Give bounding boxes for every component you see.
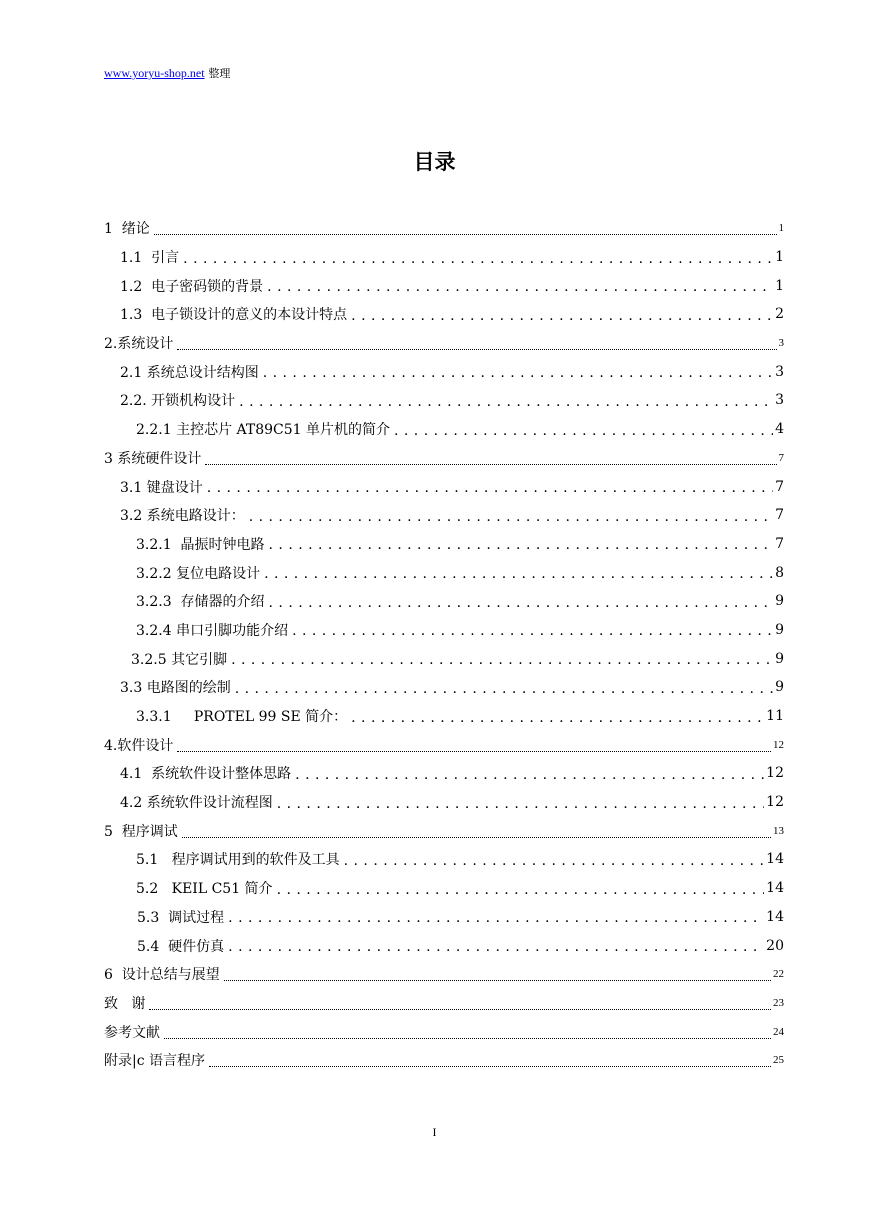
toc-leader-dots [149, 1008, 771, 1010]
toc-leader-dots [209, 1065, 771, 1067]
toc-entry-label: 4.2 系统软件设计流程图 [120, 795, 273, 812]
toc-entry[interactable] [104, 616, 784, 645]
toc-leader-dots [295, 764, 764, 783]
toc-leader-dots [277, 793, 764, 812]
toc-entry-page: 4 [775, 421, 784, 438]
toc-leader-dots [205, 463, 776, 465]
table-of-contents [104, 214, 784, 1075]
toc-entry-label: 3.2.2 复位电路设计 [136, 565, 261, 582]
toc-entry[interactable] [104, 214, 784, 243]
toc-entry-label: 1.1 引言 [120, 250, 180, 267]
toc-leader-dots [231, 649, 773, 668]
toc-entry-label: 2.2. 开锁机构设计 [120, 393, 236, 410]
toc-leader-dots [263, 362, 773, 381]
toc-leader-dots [177, 750, 771, 752]
toc-entry-page: 7 [775, 507, 784, 524]
toc-entry-label: 2.1 系统总设计结构图 [120, 364, 259, 381]
toc-entry[interactable] [104, 530, 784, 559]
toc-entry-label: 附录|c 语言程序 [104, 1053, 206, 1070]
toc-entry-label: 1 绪论 [104, 221, 150, 238]
toc-entry[interactable] [104, 415, 784, 444]
toc-entry-page: 12 [773, 738, 784, 751]
toc-entry[interactable] [104, 558, 784, 587]
toc-entry-label: 3.2.5 其它引脚 [131, 651, 228, 668]
toc-entry-page: 8 [775, 564, 784, 581]
toc-entry-label: 5.2 KEIL C51 简介 [136, 881, 273, 898]
toc-entry[interactable] [104, 788, 784, 817]
toc-entry[interactable] [104, 1046, 784, 1075]
toc-leader-dots [394, 420, 773, 439]
toc-leader-dots [269, 534, 774, 553]
toc-entry-page: 1 [775, 277, 784, 294]
toc-entry[interactable] [104, 903, 784, 932]
toc-entry-page: 7 [775, 478, 784, 495]
toc-entry-page: 22 [773, 968, 784, 981]
toc-leader-dots [249, 506, 773, 525]
toc-entry-page: 3 [775, 363, 784, 380]
toc-entry[interactable] [104, 702, 784, 731]
toc-entry-label: 2.2.1 主控芯片 AT89C51 单片机的简介 [136, 422, 390, 439]
toc-entry-label: 参考文献 [104, 1024, 160, 1041]
toc-entry-label: 3.1 键盘设计 [120, 479, 203, 496]
toc-entry-label: 3 系统硬件设计 [104, 450, 202, 467]
toc-entry[interactable] [104, 989, 784, 1018]
toc-leader-dots [239, 391, 773, 410]
toc-entry-page: 1 [778, 222, 784, 235]
toc-entry-page: 13 [773, 824, 784, 837]
toc-entry-label: 3.2 系统电路设计： [120, 508, 245, 525]
toc-entry[interactable] [104, 960, 784, 989]
toc-entry-label: 4.1 系统软件设计整体思路 [120, 766, 292, 783]
toc-entry[interactable] [104, 386, 784, 415]
toc-leader-dots [292, 620, 773, 639]
toc-leader-dots [264, 563, 773, 582]
toc-entry-page: 14 [766, 851, 784, 868]
toc-entry[interactable] [104, 300, 784, 329]
toc-entry-label: 5.3 调试过程 [137, 909, 225, 926]
toc-entry[interactable] [104, 644, 784, 673]
toc-entry-page: 2 [775, 306, 784, 323]
toc-entry-page: 14 [766, 908, 784, 925]
toc-entry-label: 3.2.3 存储器的介绍 [136, 594, 265, 611]
toc-entry[interactable] [104, 816, 784, 845]
toc-entry-label: 3.3.1 PROTEL 99 SE 简介： [136, 709, 348, 726]
toc-leader-dots [224, 979, 771, 981]
toc-leader-dots [183, 248, 773, 267]
toc-entry[interactable] [104, 673, 784, 702]
toc-entry-page: 9 [775, 621, 784, 638]
toc-entry-page: 25 [773, 1054, 784, 1067]
toc-entry-page: 1 [775, 249, 784, 266]
toc-leader-dots [351, 707, 764, 726]
toc-entry-label: 3.2.1 晶振时钟电路 [136, 536, 265, 553]
toc-entry-page: 20 [766, 937, 784, 954]
toc-entry-page: 14 [766, 880, 784, 897]
toc-entry-label: 6 设计总结与展望 [104, 967, 220, 984]
toc-leader-dots [164, 1037, 771, 1039]
toc-title: 目录 [413, 150, 456, 174]
toc-entry-page: 12 [766, 765, 784, 782]
toc-entry[interactable] [104, 931, 784, 960]
toc-leader-dots [277, 879, 765, 898]
toc-entry-page: 23 [773, 996, 784, 1009]
toc-leader-dots [154, 233, 777, 235]
toc-entry-page: 9 [775, 593, 784, 610]
toc-entry[interactable] [104, 874, 784, 903]
toc-entry-label: 3.2.4 串口引脚功能介绍 [136, 622, 289, 639]
toc-entry-label: 1.2 电子密码锁的背景 [120, 278, 264, 295]
toc-entry[interactable] [104, 587, 784, 616]
toc-entry-label: 5.4 硬件仿真 [137, 938, 225, 955]
toc-leader-dots [207, 477, 773, 496]
toc-entry-page: 12 [766, 794, 784, 811]
toc-entry[interactable] [104, 845, 784, 874]
toc-entry[interactable] [104, 1017, 784, 1046]
toc-entry[interactable] [104, 472, 784, 501]
toc-entry[interactable] [104, 243, 784, 272]
toc-entry-page: 24 [773, 1025, 784, 1038]
toc-leader-dots [177, 348, 776, 350]
toc-entry-label: 致 谢 [104, 995, 146, 1012]
toc-entry[interactable] [104, 501, 784, 530]
toc-entry-label: 2.系统设计 [104, 336, 174, 353]
toc-entry[interactable] [104, 759, 784, 788]
toc-entry[interactable] [104, 357, 784, 386]
toc-entry[interactable] [104, 271, 784, 300]
toc-entry-page: 11 [766, 708, 784, 725]
toc-entry[interactable] [104, 444, 784, 473]
toc-entry-page: 9 [775, 679, 784, 696]
toc-entry-page: 7 [775, 535, 784, 552]
page-header [104, 65, 230, 82]
toc-entry[interactable] [104, 329, 784, 358]
toc-entry-label: 4.软件设计 [104, 737, 174, 754]
page-number: I [432, 1125, 437, 1139]
toc-leader-dots [344, 850, 765, 869]
website-link[interactable]: www.yoryu-shop.net [104, 66, 205, 80]
toc-entry-page: 3 [775, 392, 784, 409]
toc-entry-label: 5.1 程序调试用到的软件及工具 [136, 852, 340, 869]
toc-leader-dots [267, 276, 773, 295]
toc-entry-label: 5 程序调试 [104, 823, 178, 840]
toc-leader-dots [228, 907, 764, 926]
toc-leader-dots [228, 936, 764, 955]
toc-leader-dots [182, 836, 771, 838]
toc-entry-label: 1.3 电子锁设计的意义的本设计特点 [120, 307, 348, 324]
toc-entry-page: 7 [778, 451, 784, 464]
header-suffix: 整理 [208, 67, 231, 80]
toc-entry[interactable] [104, 730, 784, 759]
toc-leader-dots [351, 305, 773, 324]
toc-leader-dots [269, 592, 774, 611]
toc-entry-label: 3.3 电路图的绘制 [120, 680, 231, 697]
toc-entry-page: 3 [778, 337, 784, 350]
toc-entry-page: 9 [775, 650, 784, 667]
toc-leader-dots [235, 678, 773, 697]
